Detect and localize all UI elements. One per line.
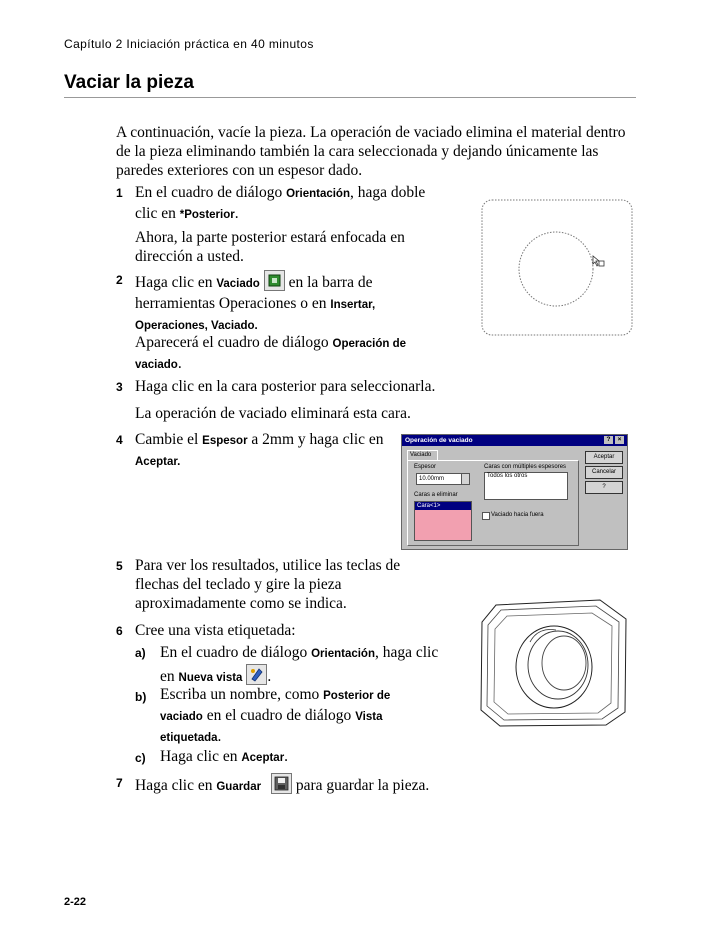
step-2-number: 2 xyxy=(116,273,123,287)
multi-thickness-label: Caras con múltiples espesores xyxy=(484,464,567,470)
step-2-note: Aparecerá el cuadro de diálogo Operación de vaciado. xyxy=(135,334,407,372)
part-rotated-view-image xyxy=(478,597,630,729)
tab-vaciado[interactable]: Vaciado xyxy=(407,450,438,460)
step-3-note: La operación de vaciado eliminará esta cara. xyxy=(135,405,411,422)
dialog-title: Operación de vaciado xyxy=(405,437,473,444)
multi-thickness-list[interactable]: Todos los otros xyxy=(484,472,568,500)
ok-button[interactable]: Aceptar xyxy=(585,451,623,464)
step-6b-letter: b) xyxy=(135,690,147,704)
step-6a-letter: a) xyxy=(135,646,146,660)
outward-checkbox[interactable] xyxy=(482,512,490,520)
step-3-number: 3 xyxy=(116,380,123,394)
save-icon xyxy=(271,773,292,794)
help-button[interactable]: ? xyxy=(585,481,623,494)
faces-list[interactable] xyxy=(414,501,472,541)
faces-label: Caras a eliminar xyxy=(414,492,458,498)
dialog-title-bar xyxy=(402,435,627,446)
step-7-number: 7 xyxy=(116,776,123,790)
step-4-text: Cambie el Espesor a 2mm y haga clic en Aceptar. xyxy=(135,431,384,468)
step-6a-text: En el cuadro de diálogo Orientación, haga clic en Nueva vista . xyxy=(160,644,439,685)
outward-label: Vaciado hacia fuera xyxy=(491,512,544,518)
shell-tool-icon xyxy=(264,270,285,291)
faces-list-item[interactable]: Cara<1> xyxy=(415,502,471,510)
step-6b-text: Escriba un nombre, como Posterior de vaciado en el cuadro de diálogo Vista etiquetada. xyxy=(160,686,391,745)
step-4-number: 4 xyxy=(116,433,123,447)
intro-paragraph: A continuación, vacíe la pieza. La operación de vaciado elimina el material dentro de la pieza eliminando también la cara seleccionada y dejando únicamente las paredes exteriores con un espesor dado. xyxy=(116,124,626,179)
title-rule xyxy=(64,97,636,98)
page-number: 2-22 xyxy=(64,896,87,908)
dialog-close-icon[interactable]: × xyxy=(615,436,624,444)
step-6c-letter: c) xyxy=(135,751,146,765)
cancel-button[interactable]: Cancelar xyxy=(585,466,623,479)
step-5-text: Para ver los resultados, utilice las teclas de flechas del teclado y gire la pieza aproximadamente como se indica. xyxy=(135,557,401,612)
shell-dialog xyxy=(401,434,628,550)
step-6c-text: Haga clic en Aceptar. xyxy=(160,748,289,765)
thickness-spinner[interactable] xyxy=(461,473,470,485)
thickness-input[interactable]: 10.00mm xyxy=(416,473,462,485)
step-2-text: Haga clic en Vaciado en la barra de herramientas Operaciones o en Insertar, Operaciones, Vaciado. xyxy=(135,270,435,336)
step-6-number: 6 xyxy=(116,624,123,638)
section-title: Vaciar la pieza xyxy=(64,72,194,93)
thickness-label: Espesor xyxy=(414,464,437,470)
step-7-text: Haga clic en Guardar para guardar la pieza. xyxy=(135,773,475,797)
part-front-view-image xyxy=(481,199,633,336)
step-1-number: 1 xyxy=(116,186,123,200)
chapter-header: Capítulo 2 Iniciación práctica en 40 minutos xyxy=(64,37,314,51)
dialog-help-icon[interactable]: ? xyxy=(604,436,613,444)
step-3-text: Haga clic en la cara posterior para seleccionarla. xyxy=(135,378,436,395)
step-1-text: En el cuadro de diálogo Orientación, haga doble clic en *Posterior. xyxy=(135,184,426,222)
new-view-icon xyxy=(246,664,267,685)
step-1-note: Ahora, la parte posterior estará enfocada en dirección a usted. xyxy=(135,229,405,265)
step-6-text: Cree una vista etiquetada: xyxy=(135,622,296,639)
step-5-number: 5 xyxy=(116,559,123,573)
